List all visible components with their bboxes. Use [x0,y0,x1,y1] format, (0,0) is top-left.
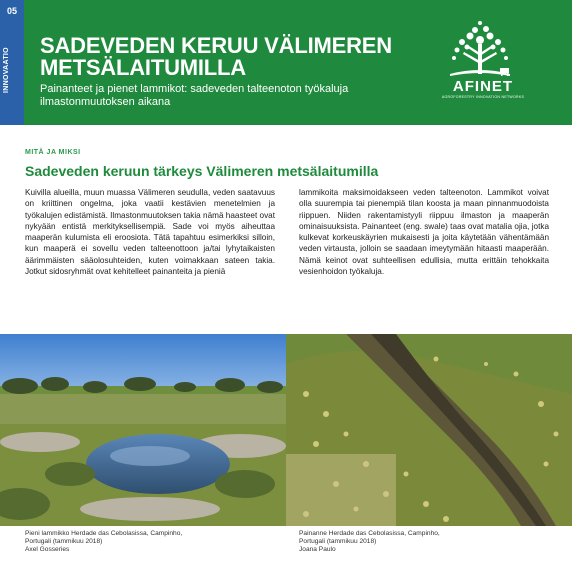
photo-caption-right [299,530,549,555]
page-title: SADEVEDEN KERUU VÄLIMEREN METSÄLAITUMILLA [40,33,392,80]
caption-line: Pieni lammikko Herdade das Cebolasissa, Campinho, [25,530,183,537]
caption-line: Portugali (tammikuu 2018) [299,538,377,546]
body-text-right-column: lammikoita maksimoidakseen veden talteenoton. Lammikot voivat olla suurempia tai pienempiä tilan koosta ja maan pinnanmuodoista riippuen. Niiden rakentamistyyli riippuu ilmaston ja maaperän ominaisuuksista. Painanteet (eng. swale) taas ovat matalia ojia, jotka kulkevat korkeuskäyrien mukaisesti ja joita käytetään vähentämään veden virtausta, jolloin se saadaan imeytymään hitaasti maaperään. Nämä keinot ovat suhteellisen edullisia, mutta erittäin tehokkaita vesienhoidon työkaluja. [299,188,549,277]
body-text-left-column: Kuivilla alueilla, muun muassa Välimeren seudulla, veden saatavuus on kriittinen ongelma, joka vaatii kestävien menetelmien ja työkalujen edistämistä. Ilmastonmuutoksen takia nämä haasteet ovat nykyään entistä merkityksellisempiä. Sade voi myös aiheuttaa maaperän kulumista eli eroosiota. Tätä tapahtuu esimerkiksi silloin, kun maaperä ei sovellu veden talteenottoon ja/tai lyhytaikaisten äärimmäisten sääolosuhteiden, kuten voimakkaan sateen takia. Jotkut sidosryhmät ovat kehitelleet painanteita ja pieniä [25,188,275,277]
page-subtitle: Painanteet ja pienet lammikot: sadeveden talteenoton työkaluja ilmastonmuutoksen aikana [40,83,349,108]
caption-line: Painanne Herdade das Cebolasissa, Campinho, [299,530,440,537]
logo-wordmark: AFINET [452,78,514,95]
section-kicker: MITÄ JA MIKSI [25,149,81,156]
logo-tagline: AGROFORESTRY INNOVATION NETWORKS [441,95,525,99]
section-tag: INNOVAATIO [3,47,10,93]
photo-caption-left [25,530,275,555]
pond-photo [0,334,286,526]
page-number: 05 [6,6,17,16]
photo-credit: Joana Paulo [299,546,336,554]
swale-photo [286,334,572,526]
section-heading: Sadeveden keruun tärkeys Välimeren metsälaitumilla [25,163,379,179]
photo-credit: Axel Gosseries [25,546,70,554]
caption-line: Portugali (tammikuu 2018) [25,538,103,546]
